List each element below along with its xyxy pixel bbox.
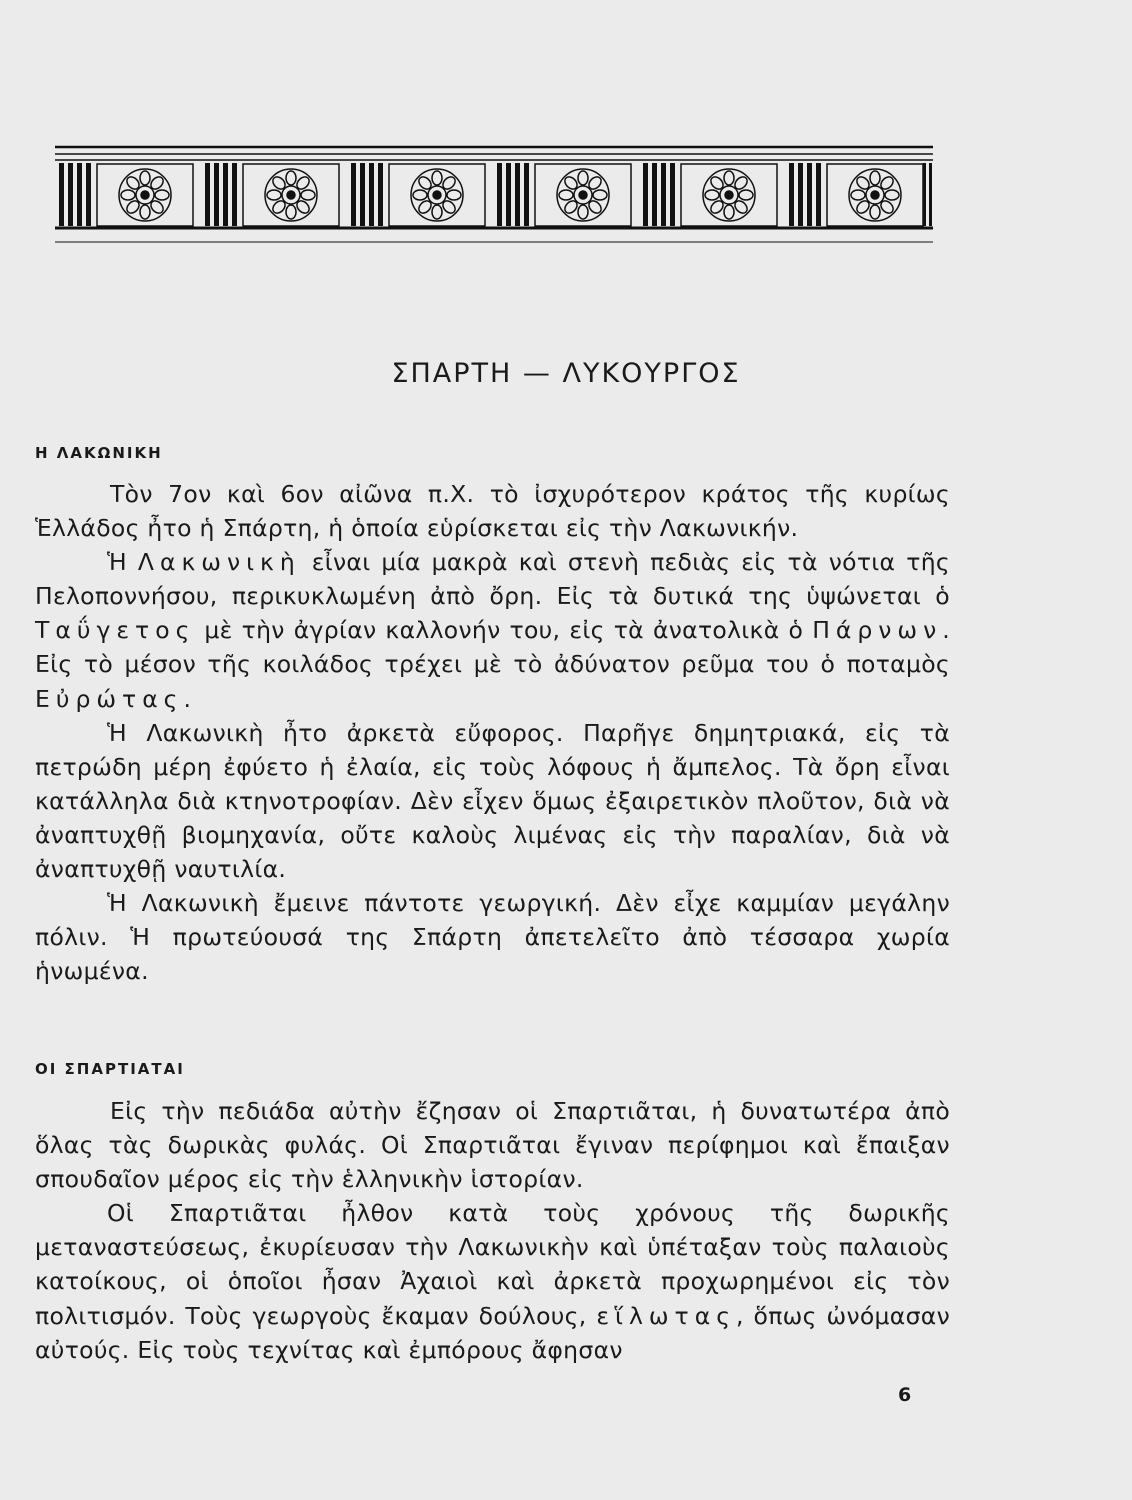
section-lakoniki-text: [35, 477, 950, 988]
paragraph: Ἡ Λακωνικὴ εἶναι μία μακρὰ καὶ στενὴ πεδιὰς εἰς τὰ νότια τῆς Πελοποννήσου, περικυκλωμένη ἀπὸ ὄρη. Εἰς τὰ δυτικά της ὑψώνεται ὁ Ταΰγετος μὲ τὴν ἀγρίαν καλλονήν του, εἰς τὰ ἀνατολικὰ ὁ Πάρνων. Εἰς τὸ μέσον τῆς κοιλάδος τρέχει μὲ τὸ ἀδύνατον ρεῦμα του ὁ ποταμὸς Εὐρώτας.: [35, 548, 950, 713]
section-heading-lakoniki: Η ΛΑΚΩΝΙΚΗ: [35, 444, 163, 462]
paragraph: Οἱ Σπαρτιᾶται ἦλθον κατὰ τοὺς χρόνους τῆς δωρικῆς μεταναστεύσεως, ἐκυρίευσαν τὴν Λακωνικὴν καὶ ὑπέταξαν τοὺς παλαιοὺς κατοίκους, οἱ ὁποῖοι ἦσαν Ἀχαιοὶ καὶ ἀρκετὰ προχωρημένοι εἰς τὸν πολιτισμόν. Τοὺς γεωργοὺς ἔκαμαν δούλους, εἵλωτας, ὅπως ὠνόμασαν αὐτούς. Εἰς τοὺς τεχνίτας καὶ ἐμπόρους ἄφησαν: [35, 1199, 951, 1364]
decorative-frieze: [55, 143, 933, 248]
paragraph: Τὸν 7ον καὶ 6ον αἰῶνα π.Χ. τὸ ἰσχυρότερον κράτος τῆς κυρίως Ἑλλάδος ἦτο ἡ Σπάρτη, ἡ ὁποία εὑρίσκεται εἰς τὴν Λακωνικήν.: [35, 480, 950, 543]
section-spartiatai-text: [35, 1094, 950, 1367]
section-heading-spartiatai: ΟΙ ΣΠΑΡΤΙΑΤΑΙ: [35, 1060, 185, 1078]
paragraph: Εἰς τὴν πεδιάδα αὐτὴν ἔζησαν οἱ Σπαρτιᾶται, ἡ δυνατωτέρα ἀπὸ ὅλας τὰς δωρικὰς φυλάς. Οἱ Σπαρτιᾶται ἔγιναν περίφημοι καὶ ἔπαιξαν σπουδαῖον μέρος εἰς τὴν ἑλληνικὴν ἱστορίαν.: [35, 1097, 950, 1194]
page-title: ΣΠΑΡΤΗ — ΛΥΚΟΥΡΓΟΣ: [391, 358, 741, 389]
page-number: 6: [898, 1384, 912, 1406]
paragraph: Ἡ Λακωνικὴ ἔμεινε πάντοτε γεωργική. Δὲν εἶχε καμμίαν μεγάλην πόλιν. Ἡ πρωτεύουσά της Σπάρτη ἀπετελεῖτο ἀπὸ τέσσαρα χωρία ἡνωμένα.: [35, 889, 950, 986]
paragraph: Ἡ Λακωνικὴ ἦτο ἀρκετὰ εὔφορος. Παρῆγε δημητριακά, εἰς τὰ πετρώδη μέρη ἐφύετο ἡ ἐλαία, εἰς τοὺς λόφους ἡ ἄμπελος. Τὰ ὄρη εἶναι κατάλληλα διὰ κτηνοτροφίαν. Δὲν εἶχεν ὅμως ἐξαιρετικὸν πλοῦτον, διὰ νὰ ἀναπτυχθῇ βιομηχανία, οὔτε καλοὺς λιμένας εἰς τὴν παραλίαν, διὰ νὰ ἀναπτυχθῇ ναυτιλία.: [35, 718, 950, 884]
